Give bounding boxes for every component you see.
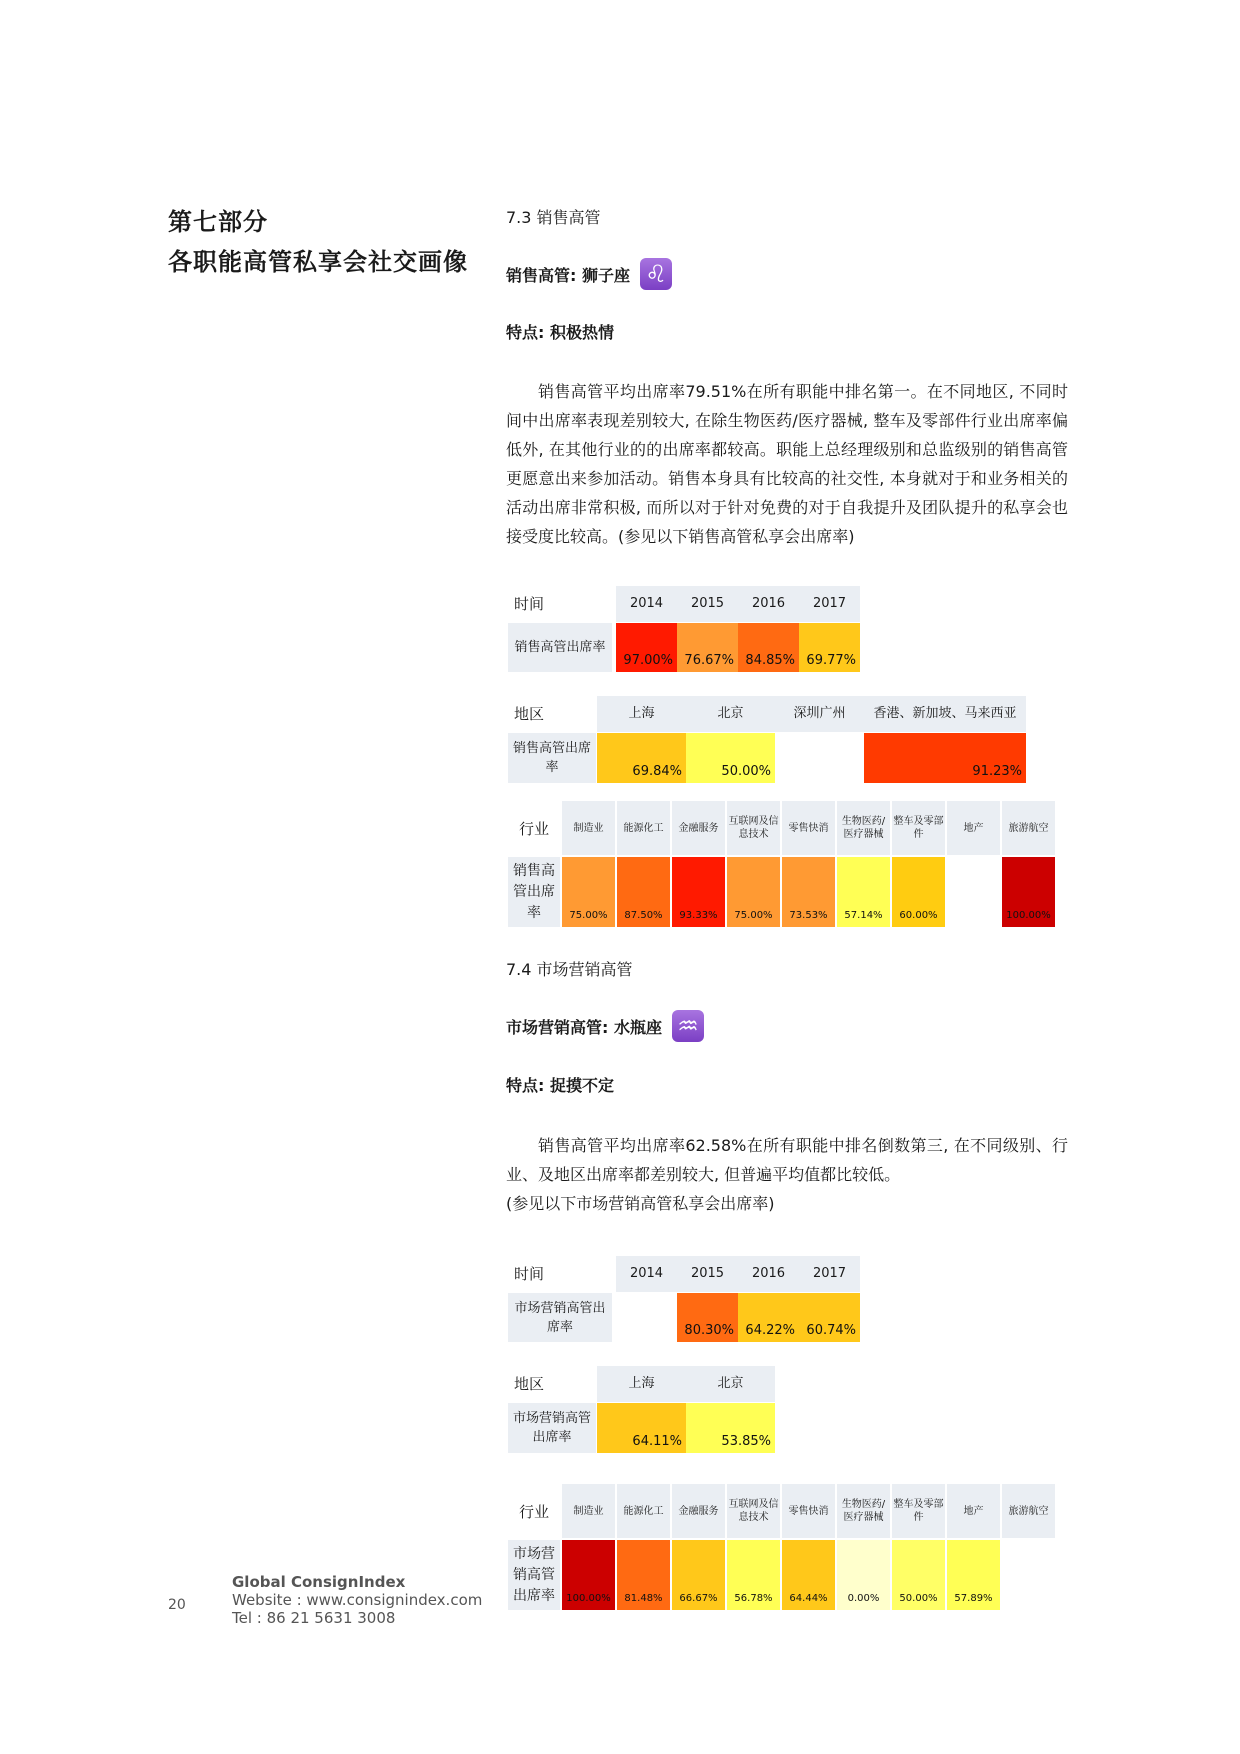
row-label: 销售高管出席率 — [508, 857, 560, 927]
column-header: 旅游航空 — [1002, 801, 1055, 855]
value-cell: 97.00% — [616, 623, 677, 672]
value-cell: 87.50% — [617, 857, 670, 927]
trait-line-marketing: 特点: 捉摸不定 — [506, 1076, 614, 1095]
leo-icon: ♌ — [640, 258, 672, 290]
value-cell: 69.84% — [597, 733, 686, 783]
value-cell: 50.00% — [892, 1540, 945, 1610]
value-cell: 53.85% — [686, 1403, 775, 1453]
value-cell: 75.00% — [562, 857, 615, 927]
marketing-paragraph — [506, 1131, 1068, 1218]
trait-line-sales: 特点: 积极热情 — [506, 323, 614, 342]
value-cell: 100.00% — [1002, 857, 1055, 927]
row-label: 市场营销高管出席率 — [508, 1540, 560, 1610]
column-header: 互联网及信息技术 — [727, 1484, 780, 1538]
value-cell: 93.33% — [672, 857, 725, 927]
column-header: 能源化工 — [617, 801, 670, 855]
column-header: 生物医药/医疗器械 — [837, 801, 890, 855]
column-header: 2017 — [799, 1256, 860, 1292]
section-heading-7-4: 7.4 市场营销高管 — [506, 960, 633, 979]
column-header: 金融服务 — [672, 1484, 725, 1538]
column-header: 地产 — [947, 801, 1000, 855]
column-header: 2016 — [738, 1256, 799, 1292]
row-label: 销售高管出席率 — [508, 623, 612, 672]
column-header: 2015 — [677, 1256, 738, 1292]
value-cell — [616, 1293, 677, 1342]
paragraph-note: (参见以下市场营销高管私享会出席率) — [506, 1194, 775, 1213]
value-cell: 73.53% — [782, 857, 835, 927]
column-header: 2015 — [677, 586, 738, 622]
role-line-marketing — [506, 1010, 704, 1042]
footer-website: Website : www.consignindex.com — [232, 1591, 483, 1609]
region-label: 地区 — [514, 1374, 545, 1393]
column-header: 2014 — [616, 1256, 677, 1292]
column-header: 整车及零部件 — [892, 1484, 945, 1538]
value-cell: 57.14% — [837, 857, 890, 927]
footer-brand: Global ConsignIndex — [232, 1573, 406, 1591]
time-label: 时间 — [514, 1264, 545, 1283]
paragraph-text: 销售高管平均出席率62.58%在所有职能中排名倒数第三, 在不同级别、行业、及地区出席率都差别较大, 但普遍平均值都比较低。 — [506, 1136, 1068, 1184]
value-cell: 76.67% — [677, 623, 738, 672]
value-cell: 57.89% — [947, 1540, 1000, 1610]
row-label: 市场营销高管出席率 — [508, 1293, 612, 1342]
section-heading-7-3: 7.3 销售高管 — [506, 208, 601, 227]
column-header: 2014 — [616, 586, 677, 622]
row-label: 市场营销高管出席率 — [508, 1403, 596, 1453]
value-cell: 75.00% — [727, 857, 780, 927]
value-cell: 50.00% — [686, 733, 775, 783]
industry-label: 行业 — [518, 1502, 549, 1521]
column-header: 制造业 — [562, 801, 615, 855]
column-header: 上海 — [597, 1366, 686, 1402]
part-number: 第七部分 — [168, 208, 268, 236]
column-header: 能源化工 — [617, 1484, 670, 1538]
industry-label: 行业 — [518, 819, 549, 838]
value-cell: 69.77% — [799, 623, 860, 672]
column-header: 生物医药/医疗器械 — [837, 1484, 890, 1538]
paragraph-text: 销售高管平均出席率79.51%在所有职能中排名第一。在不同地区, 不同时间中出席率表现差别较大, 在除生物医药/医疗器械, 整车及零部件行业出席率偏低外, 在其他行业的的出席率都较高。职能上总经理级别和总监级别的销售高管更愿意出来参加活动。销售本身具有比较高的社交性, 本身就对于和业务相关的活动出席非常积极, 而所以对于针对免费的对于自我提升及团队提升的私享会也接受度比较高。(参见以下销售高管私享会出席率) — [506, 382, 1068, 546]
value-cell: 84.85% — [738, 623, 799, 672]
page-number: 20 — [168, 1597, 186, 1613]
role-label: 市场营销高管: 水瓶座 — [506, 1017, 662, 1037]
value-cell — [1002, 1540, 1055, 1610]
value-cell: 64.22% — [738, 1293, 799, 1342]
aquarius-icon: ♒ — [672, 1010, 704, 1042]
role-line-sales — [506, 258, 672, 290]
value-cell: 56.78% — [727, 1540, 780, 1610]
value-cell — [947, 857, 1000, 927]
row-label: 销售高管出席率 — [508, 733, 596, 783]
column-header: 地产 — [947, 1484, 1000, 1538]
value-cell: 64.11% — [597, 1403, 686, 1453]
column-header: 上海 — [597, 696, 686, 732]
column-header: 零售快消 — [782, 1484, 835, 1538]
time-label: 时间 — [514, 594, 545, 613]
column-header: 深圳广州 — [775, 696, 864, 732]
column-header: 北京 — [686, 1366, 775, 1402]
value-cell: 100.00% — [562, 1540, 615, 1610]
value-cell: 66.67% — [672, 1540, 725, 1610]
value-cell: 64.44% — [782, 1540, 835, 1610]
column-header: 2016 — [738, 586, 799, 622]
value-cell: 80.30% — [677, 1293, 738, 1342]
footer-tel: Tel : 86 21 5631 3008 — [232, 1609, 396, 1627]
value-cell: 60.00% — [892, 857, 945, 927]
part-title: 各职能高管私享会社交画像 — [168, 248, 468, 276]
role-label: 销售高管: 狮子座 — [506, 265, 630, 285]
column-header: 互联网及信息技术 — [727, 801, 780, 855]
value-cell: 81.48% — [617, 1540, 670, 1610]
column-header: 2017 — [799, 586, 860, 622]
region-label: 地区 — [514, 704, 545, 723]
sales-paragraph — [506, 377, 1068, 551]
column-header: 北京 — [686, 696, 775, 732]
value-cell: 91.23% — [864, 733, 1026, 783]
column-header: 金融服务 — [672, 801, 725, 855]
value-cell: 60.74% — [799, 1293, 860, 1342]
column-header: 整车及零部件 — [892, 801, 945, 855]
section-title — [168, 202, 468, 282]
column-header: 零售快消 — [782, 801, 835, 855]
column-header: 制造业 — [562, 1484, 615, 1538]
value-cell: 0.00% — [837, 1540, 890, 1610]
column-header: 旅游航空 — [1002, 1484, 1055, 1538]
value-cell — [775, 733, 864, 783]
column-header: 香港、新加坡、马来西亚 — [864, 696, 1026, 732]
